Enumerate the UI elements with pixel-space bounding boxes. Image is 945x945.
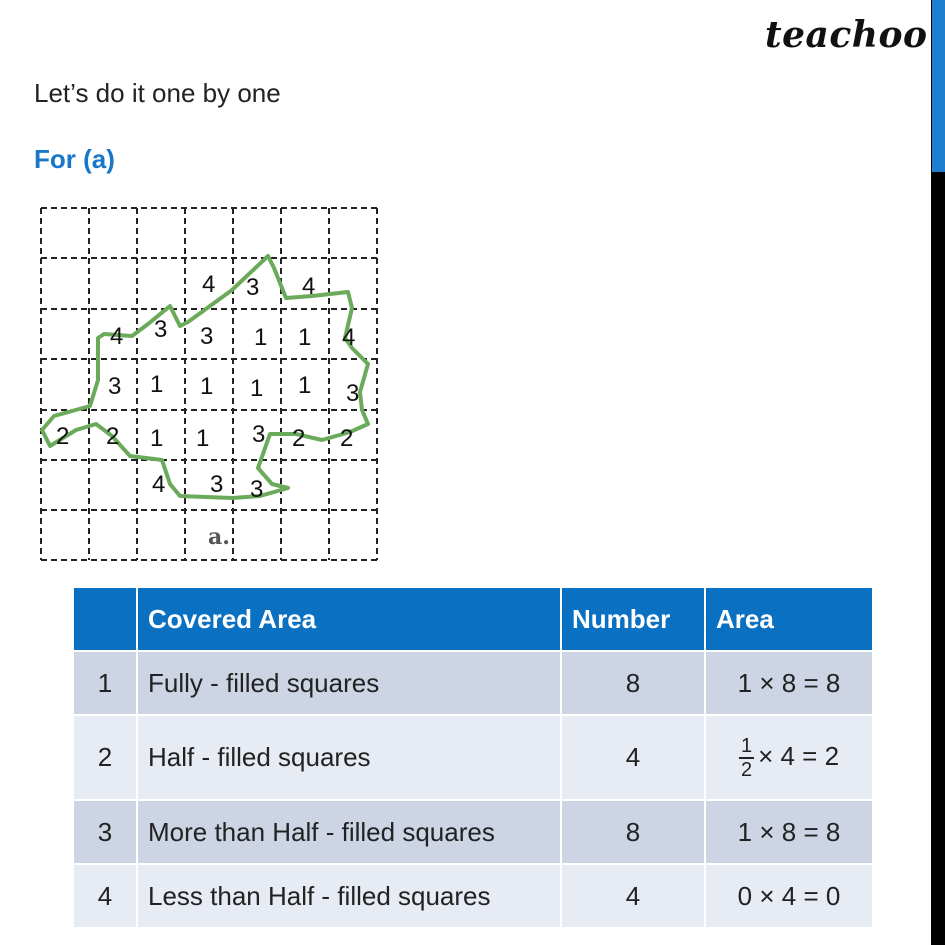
row-label: More than Half - filled squares xyxy=(137,800,561,864)
header-index xyxy=(73,587,137,651)
header-number: Number xyxy=(561,587,705,651)
cell-label: 2 xyxy=(56,423,70,450)
cell-label: 2 xyxy=(340,425,354,452)
table-row xyxy=(73,800,873,864)
cell-label: 1 xyxy=(254,324,268,351)
row-label: Half - filled squares xyxy=(137,715,561,800)
cell-label: 3 xyxy=(154,316,168,343)
figure-caption: a. xyxy=(208,524,230,550)
row-index: 2 xyxy=(73,715,137,800)
table-row xyxy=(73,715,873,800)
row-number: 8 xyxy=(561,651,705,715)
cell-label: 4 xyxy=(110,323,124,350)
cell-label: 4 xyxy=(152,471,166,498)
cell-label: 1 xyxy=(200,373,214,400)
area-expression: × 4 = 2 xyxy=(758,740,840,771)
row-label: Fully - filled squares xyxy=(137,651,561,715)
cell-label: 4 xyxy=(302,273,316,300)
row-index: 3 xyxy=(73,800,137,864)
cell-label: 2 xyxy=(106,423,120,450)
cell-label: 3 xyxy=(250,476,264,503)
cell-label: 4 xyxy=(342,324,356,351)
cell-label: 3 xyxy=(108,373,122,400)
row-area: 1 × 8 = 8 xyxy=(705,800,873,864)
cell-label: 1 xyxy=(298,372,312,399)
fraction-numerator: 1 xyxy=(740,734,753,757)
cell-label: 3 xyxy=(252,421,266,448)
cell-label: 4 xyxy=(202,271,216,298)
table-header-row xyxy=(73,587,873,651)
cell-label: 3 xyxy=(200,323,214,350)
row-index: 4 xyxy=(73,864,137,928)
header-area: Area xyxy=(705,587,873,651)
cell-label: 1 xyxy=(150,371,164,398)
cell-label: 3 xyxy=(246,274,260,301)
teachoo-logo: teachoo xyxy=(765,14,928,56)
cell-label: 1 xyxy=(250,375,264,402)
row-index: 1 xyxy=(73,651,137,715)
row-label: Less than Half - filled squares xyxy=(137,864,561,928)
cell-label: 1 xyxy=(150,425,164,452)
row-area xyxy=(705,715,873,800)
table-row xyxy=(73,651,873,715)
table-row xyxy=(73,864,873,928)
row-number: 8 xyxy=(561,800,705,864)
header-covered-area: Covered Area xyxy=(137,587,561,651)
section-title: For (a) xyxy=(34,144,115,174)
cell-label: 1 xyxy=(196,425,210,452)
area-table xyxy=(72,586,874,929)
cell-label: 2 xyxy=(292,425,306,452)
cell-label: 1 xyxy=(298,324,312,351)
cell-label: 3 xyxy=(210,471,224,498)
fraction-denominator: 2 xyxy=(740,758,753,781)
fraction xyxy=(739,735,754,781)
row-number: 4 xyxy=(561,715,705,800)
row-number: 4 xyxy=(561,864,705,928)
cell-label: 3 xyxy=(346,380,360,407)
row-area: 0 × 4 = 0 xyxy=(705,864,873,928)
intro-text: Let’s do it one by one xyxy=(34,78,281,108)
row-area: 1 × 8 = 8 xyxy=(705,651,873,715)
